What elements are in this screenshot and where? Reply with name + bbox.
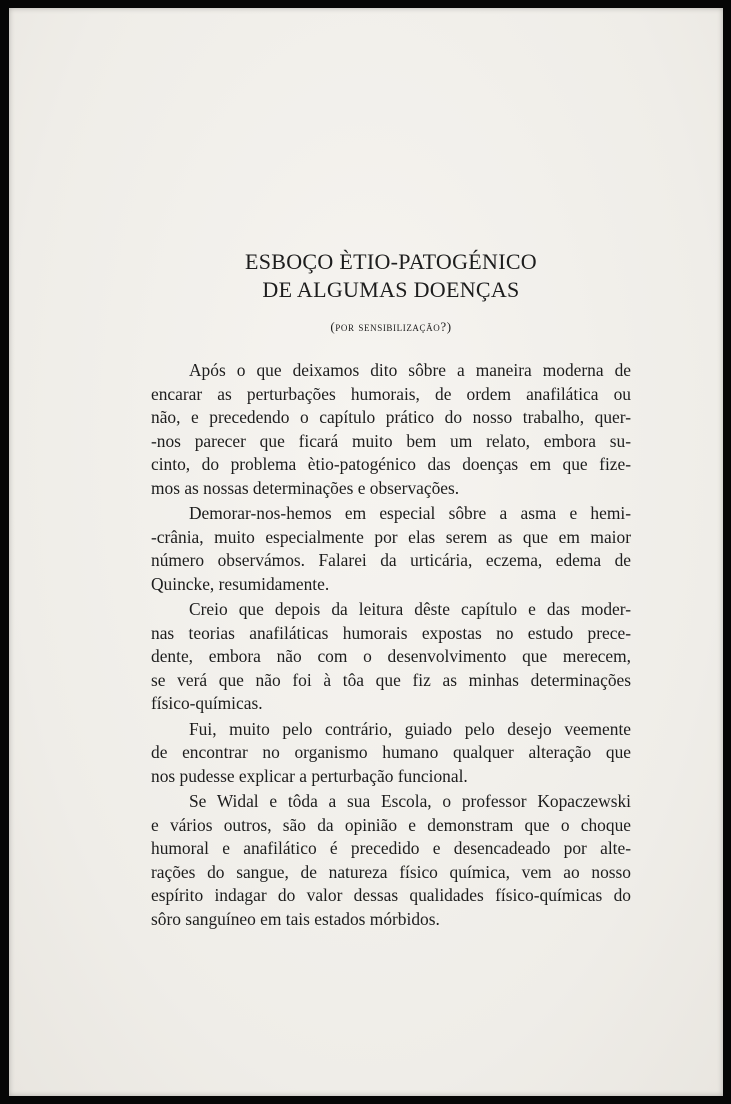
book-page xyxy=(9,8,723,1096)
text-line: número observámos. Falarei da urticária, eczema, edema de xyxy=(151,550,631,570)
text-line: mos as nossas determinações e observações. xyxy=(151,477,460,498)
text-line: rações do sangue, de natureza físico química, vem ao nosso xyxy=(151,861,631,882)
text-line: sôro sanguíneo em tais estados mórbidos. xyxy=(151,908,440,929)
text-line: Após o que deixamos dito sôbre a maneira moderna de xyxy=(189,360,631,380)
chapter-title-line-1: ESBOÇO ÈTIO-PATOGÉNICO xyxy=(244,249,537,274)
text-line: humoral e anafilático é precedido e desencadeado por alte- xyxy=(151,838,631,858)
text-line: espírito indagar do valor dessas qualidades físico-químicas do xyxy=(151,885,631,905)
chapter-title-line-2: DE ALGUMAS DOENÇAS xyxy=(262,277,520,302)
text-line: Quincke, resumidamente. xyxy=(151,573,330,594)
text-line: Demorar-nos-hemos em especial sôbre a asma e hemi- xyxy=(189,503,631,523)
chapter-subtitle: (por sensibilização?) xyxy=(330,319,452,334)
text-line: Creio que depois da leitura dêste capítulo e das moder- xyxy=(189,599,631,619)
paragraph-4 xyxy=(151,718,631,789)
text-line: nos pudesse explicar a perturbação funcional. xyxy=(151,765,468,786)
text-line: dente, embora não com o desenvolvimento que merecem, xyxy=(151,646,631,666)
text-line: Se Widal e tôda a sua Escola, o professor Kopaczewski xyxy=(189,791,631,811)
text-line: cinto, do problema ètio-patogénico das doenças em que fize- xyxy=(151,454,631,474)
paragraph-1 xyxy=(151,359,631,500)
text-line: nas teorias anafiláticas humorais expostas no estudo prece- xyxy=(151,622,631,643)
text-line: -nos parecer que ficará muito bem um relato, embora su- xyxy=(151,430,631,451)
text-line: se verá que não foi à tôa que fiz as minhas determinações xyxy=(151,669,631,690)
chapter-title xyxy=(151,248,631,304)
text-line: encarar as perturbações humorais, de ordem anafilática ou xyxy=(151,383,631,404)
page-content xyxy=(151,248,631,931)
text-line: de encontrar no organismo humano qualquer alteração que xyxy=(151,742,631,762)
text-line: não, e precedendo o capítulo prático do nosso trabalho, quer- xyxy=(151,407,631,427)
text-line: e vários outros, são da opinião e demonstram que o choque xyxy=(151,814,631,835)
paragraph-3 xyxy=(151,598,631,716)
text-line: -crânia, muito especialmente por elas serem as que em maior xyxy=(151,526,631,547)
paragraph-5 xyxy=(151,790,631,931)
text-line: físico-químicas. xyxy=(151,693,263,713)
paragraph-2 xyxy=(151,502,631,596)
text-line: Fui, muito pelo contrário, guiado pelo desejo veemente xyxy=(189,718,631,739)
